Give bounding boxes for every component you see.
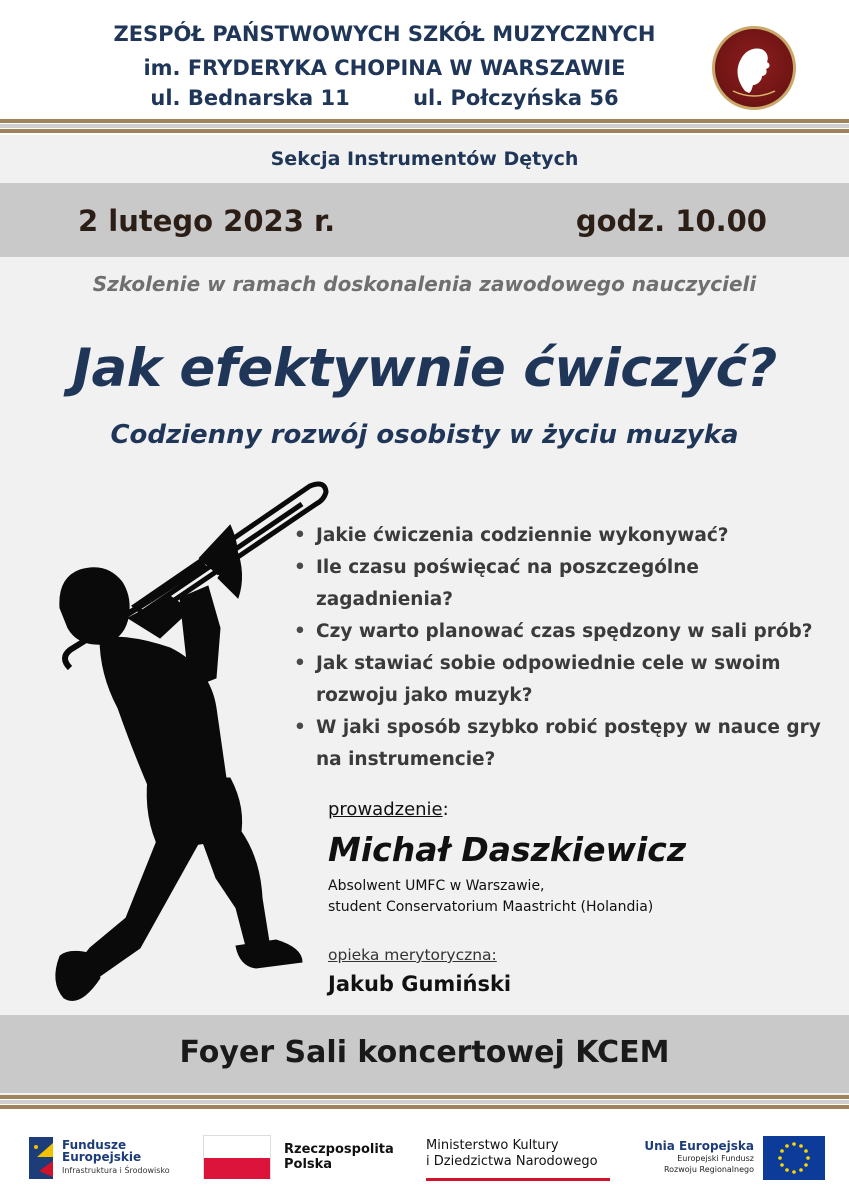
ministry-text <box>426 1138 598 1170</box>
lead-name: Michał Daszkiewicz <box>328 830 687 869</box>
divider-gold-bottom-1 <box>0 1095 849 1099</box>
poster-title: Jak efektywnie ćwiczyć? <box>72 338 777 399</box>
questions-list <box>292 520 837 776</box>
supervision-name: Jakub Gumiński <box>328 972 512 996</box>
event-date: 2 lutego 2023 r. <box>78 204 336 238</box>
lead-label-colon: : <box>442 799 449 820</box>
fe-line3: Infrastruktura i Środowisko <box>62 1166 170 1175</box>
training-note: Szkolenie w ramach doskonalenia zawodowego nauczycieli <box>92 272 757 296</box>
lead-desc-line2: student Conservatorium Maastricht (Holandia) <box>328 899 654 915</box>
divider-gold-top-2 <box>0 129 849 133</box>
ue-line1: Unia Europejska <box>644 1139 754 1153</box>
address-polczynska: ul. Połczyńska 56 <box>413 86 619 110</box>
polish-flag-icon <box>203 1135 271 1179</box>
lead-description <box>328 876 653 918</box>
question-item: • Jak stawiać sobie odpowiednie cele w swoim rozwoju jako muzyk? <box>292 648 837 712</box>
fundusze-europejskie-text <box>62 1139 170 1175</box>
rp-line1: Rzeczpospolita <box>284 1142 394 1157</box>
chopin-profile-icon <box>715 29 793 107</box>
lead-desc-line1: Absolwent UMFC w Warszawie, <box>328 878 545 894</box>
supervision-label: opieka merytoryczna: <box>328 946 497 964</box>
fe-line1: Fundusze <box>62 1138 127 1152</box>
school-name-line2: im. FRYDERYKA CHOPINA W WARSZAWIE <box>143 56 626 80</box>
mk-line2: i Dziedzictwa Narodowego <box>426 1154 598 1169</box>
lead-label <box>328 799 449 820</box>
venue: Foyer Sali koncertowej KCEM <box>179 1035 670 1070</box>
divider-gold-top-1 <box>0 119 849 123</box>
divider-grey-bottom <box>0 1100 849 1104</box>
eu-flag-icon <box>763 1136 825 1180</box>
event-time: godz. 10.00 <box>575 204 767 238</box>
divider-gold-bottom-2 <box>0 1105 849 1109</box>
school-logo <box>712 26 796 110</box>
ue-line3: Rozwoju Regionalnego <box>663 1165 754 1174</box>
rp-line2: Polska <box>284 1157 333 1172</box>
mk-line1: Ministerstwo Kultury <box>426 1138 559 1153</box>
address-bednarska: ul. Bednarska 11 <box>150 86 350 110</box>
ue-line2: Europejski Fundusz <box>677 1154 754 1163</box>
question-item: • W jaki sposób szybko robić postępy w nauce gry na instrumencie? <box>292 712 837 776</box>
question-item: • Jakie ćwiczenia codziennie wykonywać? <box>292 520 837 552</box>
rzeczpospolita-text <box>284 1142 394 1172</box>
question-item: • Ile czasu poświęcać na poszczególne zagadnienia? <box>292 552 837 616</box>
eu-text <box>640 1139 754 1175</box>
question-item: • Czy warto planować czas spędzony w sali prób? <box>292 616 837 648</box>
poster-subtitle: Codzienny rozwój osobisty w życiu muzyka <box>110 420 739 450</box>
fundusze-europejskie-logo-icon <box>27 1133 57 1183</box>
school-name-line1: ZESPÓŁ PAŃSTWOWYCH SZKÓŁ MUZYCZNYCH <box>113 22 656 46</box>
divider-grey-top <box>0 124 849 128</box>
fe-line2: Europejskie <box>62 1150 142 1164</box>
section-name: Sekcja Instrumentów Dętych <box>270 148 579 170</box>
ministry-underline <box>426 1178 610 1181</box>
lead-label-text: prowadzenie <box>328 799 443 820</box>
